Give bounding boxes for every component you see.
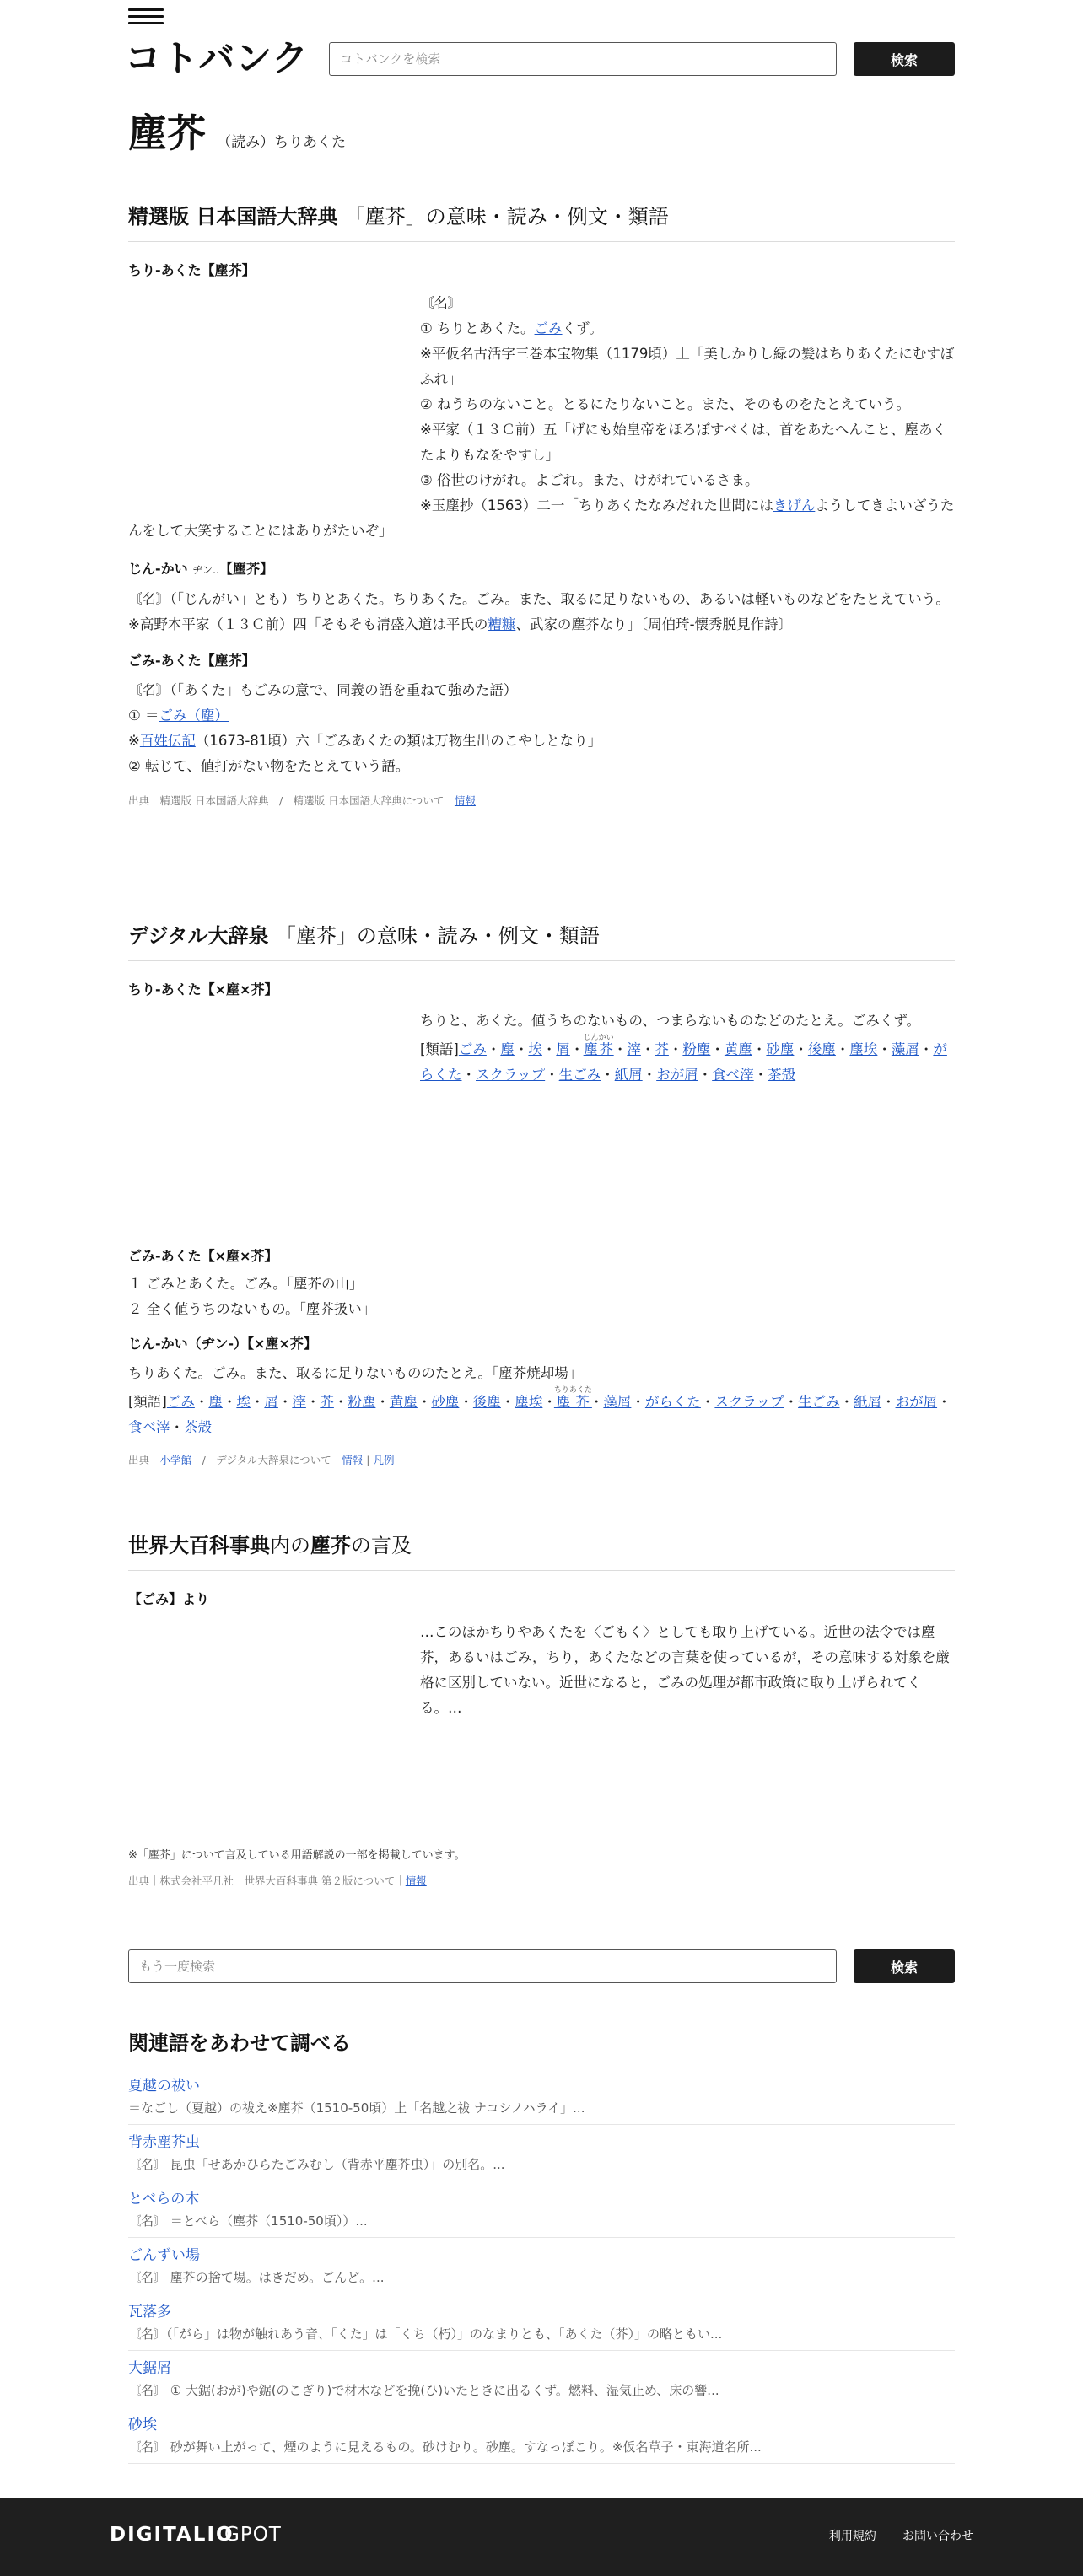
footer-logo-gpot[interactable]: GPOT xyxy=(224,2524,282,2546)
ruigo-link[interactable]: 塵芥ちりあくた xyxy=(553,1386,592,1410)
section-subtitle: 「塵芥」の意味・読み・例文・類語 xyxy=(275,924,600,948)
ruigo-link[interactable]: 芥 xyxy=(655,1041,669,1057)
search-again-button[interactable]: 検索 xyxy=(854,1949,955,1983)
section-title xyxy=(128,922,955,961)
source-hanrei-link[interactable]: 凡例 xyxy=(373,1454,395,1466)
related-item-desc: 〘名〙 昆虫「せあかひらたごみむし（背赤平塵芥虫）」の別名。... xyxy=(128,2157,505,2172)
example-line: ※百姓伝記（1673‐81頃）六「ごみあくたの類は万物生出のこやしとなり」 xyxy=(128,733,602,749)
ruigo-link[interactable]: 屑 xyxy=(264,1394,278,1410)
section-daijisen xyxy=(128,922,955,1469)
site-logo[interactable]: コトバンク xyxy=(125,38,310,80)
ruigo-link[interactable]: がらくた xyxy=(420,1041,947,1083)
search-bar-bottom xyxy=(128,1949,955,1983)
source-line: 出典 小学館 / デジタル大辞泉について 情報 | 凡例 xyxy=(128,1454,395,1466)
definition-line: ③ 俗世のけがれ。よごれ。また、けがれているさま。 xyxy=(420,472,759,488)
note: ※「塵芥」について言及している用語解説の一部を掲載しています。 xyxy=(128,1849,466,1862)
ruigo-link[interactable]: 食べ滓 xyxy=(128,1419,170,1435)
definition-line: ① ＝ごみ（塵） xyxy=(128,707,229,723)
search-button[interactable]: 検索 xyxy=(854,42,955,76)
entry-head: ごみ‐あくた【×塵×芥】 xyxy=(128,1248,278,1264)
dictionary-name: デジタル大辞泉 xyxy=(128,924,269,948)
definition-line: ちりと、あくた。値うちのないもの、つまらないものなどのたとえ。ごみくず。 xyxy=(420,1013,921,1029)
entry-head: じん‐かい（ヂン‐）【×塵×芥】 xyxy=(128,1336,317,1352)
entry-head: 【ごみ】より xyxy=(128,1591,210,1607)
related-item xyxy=(128,2181,955,2238)
ruigo-link[interactable]: 後塵 xyxy=(472,1394,501,1410)
ruigo-link[interactable]: 紙屑 xyxy=(614,1067,643,1083)
related-section xyxy=(128,2029,955,2464)
ruigo-link[interactable]: ごみ xyxy=(166,1394,195,1410)
footer xyxy=(0,2498,1083,2576)
definition-line: １ ごみとあくた。ごみ。「塵芥の山」 xyxy=(128,1276,364,1292)
ruigo-link[interactable]: 塵芥じんかい xyxy=(583,1034,614,1057)
page-title-word: 塵芥 xyxy=(128,110,206,156)
ruigo-label: [類語] xyxy=(128,1394,167,1410)
ruigo-link[interactable]: 黄塵 xyxy=(389,1394,418,1410)
definition-line: ② ねうちのないこと。とるにたりないこと。また、そのものをたとえていう。 xyxy=(420,396,911,412)
ruigo-link[interactable]: 粉塵 xyxy=(348,1394,376,1410)
ruigo-link[interactable]: 藻屑 xyxy=(891,1041,919,1057)
related-item-link[interactable]: 背赤塵芥虫 xyxy=(128,2134,200,2151)
related-item xyxy=(128,2068,955,2125)
excerpt-text: …このほかちりやあくたを〈ごもく〉としても取り上げている。近世の法令では塵芥，あるいはごみ，ちり，あくたなどの言葉を使っているが，その意味する対象を厳格に区別していない。近世になると，ごみの処理が都市政策に取り上げられてくる。… xyxy=(420,1624,950,1716)
link-gomi-chiri[interactable]: ごみ（塵） xyxy=(159,707,229,723)
related-item xyxy=(128,2351,955,2407)
ruigo-link[interactable]: 砂塵 xyxy=(766,1041,795,1057)
ruigo-link[interactable]: 滓 xyxy=(292,1394,306,1410)
definition-line: 〘名〙（「じんがい」とも）ちりとあくた。ちりあくた。ごみ。また、取るに足りないもの、あるいは軽いものなどをたとえていう。 xyxy=(128,591,950,607)
ruigo-link[interactable]: 茶殻 xyxy=(184,1419,212,1435)
entry-head: ちり‐あくた【×塵×芥】 xyxy=(128,981,278,998)
related-item-desc: ＝なごし（夏越）の祓え※塵芥（1510‐50頃）上「名越之祓 ナコシノハライ」... xyxy=(128,2100,585,2116)
ruigo-link[interactable]: 塵 xyxy=(500,1041,515,1057)
page-title xyxy=(128,103,346,159)
related-item-link[interactable]: 夏越の祓い xyxy=(128,2078,200,2095)
ruigo-link[interactable]: がらくた xyxy=(644,1394,701,1410)
example-line: ※玉塵抄（1563）二一「ちりあくたなみだれた世間にはきげんようしてきよいざうたんをして大笑することにはありがたいぞ」 xyxy=(128,497,955,539)
section-heibonsha xyxy=(128,1531,955,1890)
definition-line: ① ちりとあくた。ごみくず。 xyxy=(420,320,603,336)
entry-head: ごみ‐あくた【塵芥】 xyxy=(128,653,256,669)
related-item xyxy=(128,2238,955,2294)
ruigo-link[interactable]: 黄塵 xyxy=(724,1041,752,1057)
source-line: 出典｜株式会社平凡社 世界大百科事典 第２版について｜情報 xyxy=(128,1874,427,1887)
ruigo-link[interactable]: 砂塵 xyxy=(431,1394,460,1410)
ruigo-link[interactable]: 食べ滓 xyxy=(712,1067,754,1083)
source-info-link[interactable]: 情報 xyxy=(405,1874,427,1887)
ruigo-list: [類語]ごみ・塵・埃・屑・滓・芥・粉塵・黄塵・砂塵・後塵・塵埃・塵芥ちりあくた・藻屑・がらくた・スクラップ・生ごみ・紙屑・おが屑・食べ滓・茶殻 xyxy=(128,1386,951,1435)
related-item-link[interactable]: ごんずい場 xyxy=(128,2247,200,2264)
definition-line: ② 転じて、値打がない物をたとえていう語。 xyxy=(128,758,410,774)
entry-head: じん‐かい ヂン‥【塵芥】 xyxy=(128,561,274,577)
ruigo-link[interactable]: 埃 xyxy=(528,1041,542,1057)
ruigo-link[interactable]: 塵埃 xyxy=(515,1394,543,1410)
related-item-link[interactable]: 瓦落多 xyxy=(128,2304,171,2321)
ruigo-link[interactable]: おが屑 xyxy=(656,1067,698,1083)
link-gomi[interactable]: ごみ xyxy=(534,320,563,336)
part-of-speech: 〘名〙 xyxy=(420,295,462,311)
related-item-link[interactable]: とべらの木 xyxy=(128,2191,200,2208)
section-nikkoku xyxy=(128,202,955,809)
ruigo-link[interactable]: 滓 xyxy=(627,1041,641,1057)
source-line: 出典 精選版 日本国語大辞典 / 精選版 日本国語大辞典について 情報 xyxy=(128,794,476,807)
related-item-desc: 〘名〙 砂が舞い上がって、煙のように見えるもの。砂けむり。砂塵。すなっぼこり。※仮名草子・東海道名所... xyxy=(128,2439,762,2455)
ruigo-link[interactable]: スクラップ xyxy=(476,1067,546,1083)
ruigo-link[interactable]: 茶殻 xyxy=(768,1067,796,1083)
definition-line: ２ 全く値うちのないもの。「塵芥扱い」 xyxy=(128,1301,376,1317)
search-input[interactable] xyxy=(329,42,837,76)
related-item-link[interactable]: 大鋸屑 xyxy=(128,2360,171,2377)
definition-line: 〘名〙（「あくた」もごみの意で、同義の語を重ねて強めた語） xyxy=(128,682,518,698)
related-list xyxy=(128,2068,955,2464)
example-line: ※平仮名古活字三巻本宝物集（1179頃）上「美しかりし緑の髪はちりあくたにむすぼふれ」 xyxy=(420,346,955,387)
source-info-link[interactable]: 情報 xyxy=(342,1454,364,1466)
link-kigen[interactable]: きげん xyxy=(773,497,816,514)
footer-logo-digitalio[interactable]: DIGITALIO xyxy=(110,2524,234,2546)
link-soukou[interactable]: 糟糠 xyxy=(488,616,516,632)
ruigo-link[interactable]: 芥 xyxy=(320,1394,334,1410)
ruigo-link[interactable]: おが屑 xyxy=(895,1394,938,1410)
ruigo-link[interactable]: 塵埃 xyxy=(849,1041,878,1057)
ruigo-link[interactable]: 粉塵 xyxy=(682,1041,711,1057)
related-item-link[interactable]: 砂埃 xyxy=(128,2417,157,2433)
related-item xyxy=(128,2294,955,2351)
related-item-desc: 〘名〙（「がら」は物が触れあう音、「くた」は「くち（朽）」のなまりとも、「あくた（芥）」の略ともい... xyxy=(128,2326,723,2342)
ruigo-link[interactable]: 屑 xyxy=(556,1041,570,1057)
related-item-desc: 〘名〙 塵芥の捨て場。はきだめ。ごんど。... xyxy=(128,2270,385,2285)
related-item-desc: 〘名〙 ① 大鋸(おが)や鋸(のこぎり)で材木などを挽(ひ)いたときに出るくず。燃料、湿気止め、床の響... xyxy=(128,2383,719,2398)
menu-icon[interactable] xyxy=(128,8,164,29)
ruigo-link[interactable]: 生ごみ xyxy=(798,1394,840,1410)
ruigo-link[interactable]: 埃 xyxy=(236,1394,251,1410)
ruigo-link[interactable]: 塵 xyxy=(208,1394,223,1410)
ruigo-link[interactable]: 後塵 xyxy=(807,1041,836,1057)
example-line: ※高野本平家（１３Ｃ前）四「そもそも清盛入道は平氏の糟糠、武家の塵芥なり」〔周伯琦‐懐秀脱見作詩〕 xyxy=(128,616,793,632)
dictionary-name: 精選版 日本国語大辞典 xyxy=(128,205,338,229)
source-publisher-link[interactable]: 小学館 xyxy=(159,1454,192,1466)
ruigo-list: [類語]ごみ・塵・埃・屑・塵芥じんかい・滓・芥・粉塵・黄塵・砂塵・後塵・塵埃・藻屑・がらくた・スクラップ・生ごみ・紙屑・おが屑・食べ滓・茶殻 xyxy=(420,1034,947,1083)
ruigo-link[interactable]: スクラップ xyxy=(714,1394,784,1410)
related-item xyxy=(128,2125,955,2181)
related-title: 関連語をあわせて調べる xyxy=(128,2029,955,2068)
terms-link[interactable]: 利用規約 xyxy=(828,2530,876,2543)
definition-line: ちりあくた。ごみ。また、取るに足りないもののたとえ。「塵芥焼却場」 xyxy=(128,1365,583,1381)
link-hyakushou-denki[interactable]: 百姓伝記 xyxy=(139,733,196,749)
section-subtitle: 「塵芥」の意味・読み・例文・類語 xyxy=(344,205,669,229)
related-item xyxy=(128,2407,955,2464)
ruigo-link[interactable]: 生ごみ xyxy=(558,1067,601,1083)
section-title: 世界大百科事典内の塵芥の言及 xyxy=(128,1531,955,1571)
footer-links xyxy=(807,2527,973,2544)
ruigo-link[interactable]: 紙屑 xyxy=(854,1394,882,1410)
search-bar xyxy=(329,42,955,76)
page-title-reading: （読み）ちりあくた xyxy=(217,134,347,151)
ruigo-link[interactable]: 藻屑 xyxy=(603,1394,632,1410)
example-line: ※平家（１３Ｃ前）五「げにも始皇帝をほろぼすべくは、首をあたへんこと、塵あくたよりもなをやすし」 xyxy=(420,422,946,463)
entry-head: ちり‐あくた【塵芥】 xyxy=(128,262,256,278)
ruigo-link[interactable]: ごみ xyxy=(458,1041,487,1057)
search-again-input[interactable] xyxy=(128,1949,837,1983)
contact-link[interactable]: お問い合わせ xyxy=(902,2530,973,2543)
source-info-link[interactable]: 情報 xyxy=(454,794,476,807)
ruigo-label: [類語] xyxy=(420,1041,459,1057)
section-title xyxy=(128,202,955,242)
related-item-desc: 〘名〙 ＝とべら（塵芥（1510‐50頃））... xyxy=(128,2213,368,2229)
